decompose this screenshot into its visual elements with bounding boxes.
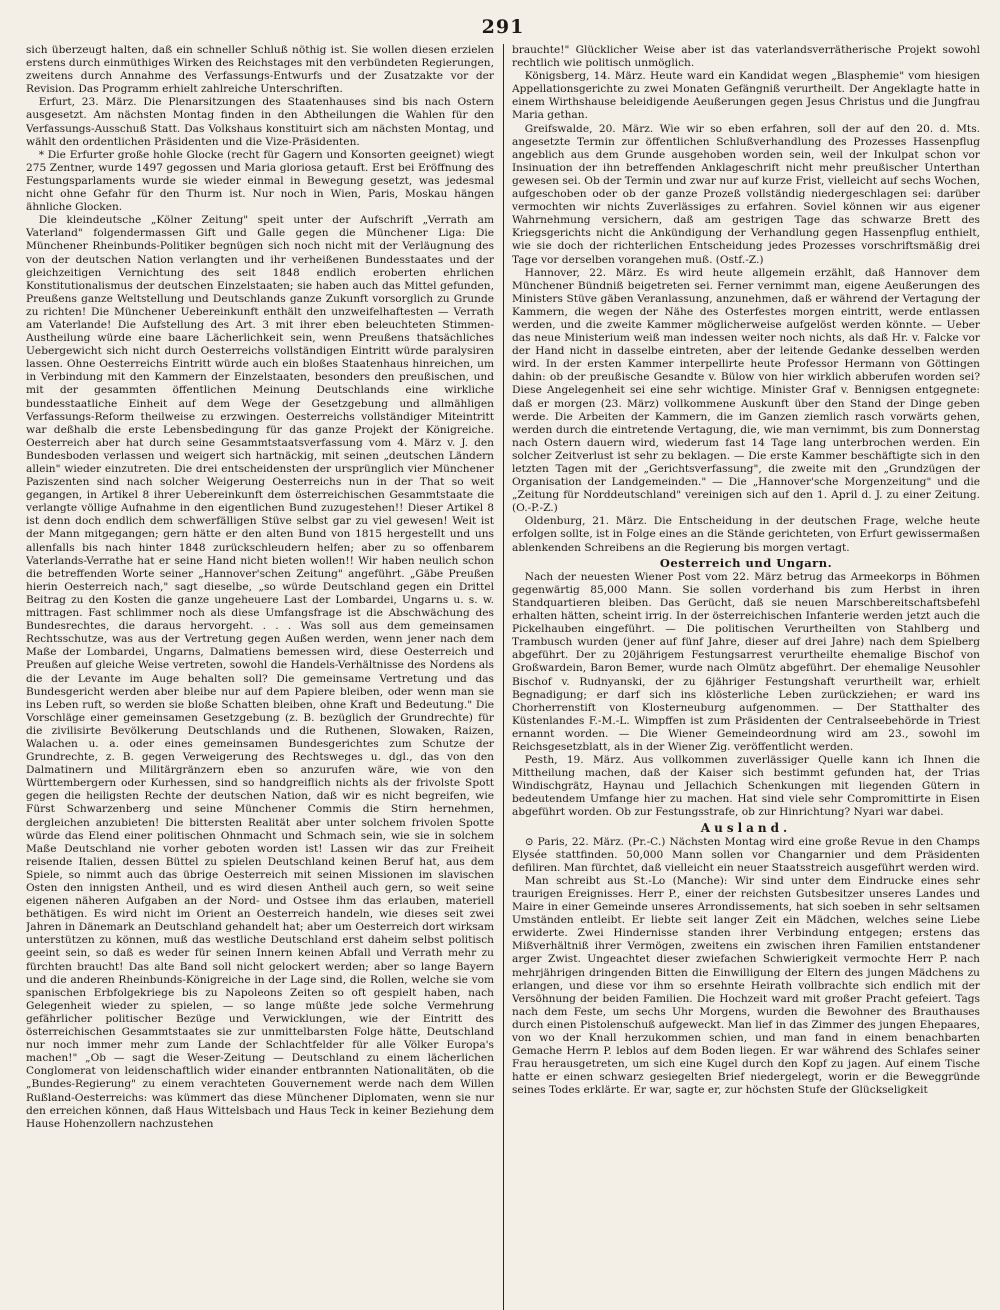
paragraph: Hannover, 22. März. Es wird heute allgemein erzählt, daß Hannover dem Münchener Bündniß beigetreten sei. Ferner vernimmt man, eigene Aeußerungen des Ministers Stüve gäben Veranlassung, anzunehmen, daß er während der Vertagung der Kammern, die wegen der Nähe des Osterfestes morgen eintritt, werde entlassen werden, und die zweite Kammer möglicherweise aufgelöst werden könnte. — Ueber das neue Ministerium weiß man indessen weiter noch nichts, als daß Hr. v. Falcke vor der Hand nicht in dasselbe eintreten, aber der leitende Gedanke desselben werden wird. In der ersten Kammer interpellirte heute Professor Hermann von Göttingen dahin: ob der preußische Gesandte v. Bülow von hier wirklich abberufen worden sei? Diese Angelegenheit sei eine sehr wichtige. Minister Graf v. Bennigsen entgegnete: daß er morgen (23. März) vollkommene Auskunft über den Stand der Dinge geben werde. Die Arbeiten der Kammern, die im Ganzen ziemlich rasch vorwärts gehen, werden durch die eintretende Vertagung, die, wie man vernimmt, bis zum Donnerstag nach Ostern dauern wird, wiederum fast 14 Tage lang unterbrochen werden. Ein solcher Zeitverlust ist sehr zu beklagen. — Die erste Kammer beschäftigte sich in den letzten Tagen mit der „Gerichtsverfassung", die zweite mit den „Grundzügen der Organisation der Landgemeinden." — Die „Hannover'sche Morgenzeitung" und die „Zeitung für Norddeutschland" vereinigen sich auf den 1. April d. J. zu einer Zeitung. (O.-P.-Z.) — [512, 266, 980, 515]
page-number: 291 — [481, 16, 525, 38]
paragraph: Pesth, 19. März. Aus vollkommen zuverlässiger Quelle kann ich Ihnen die Mittheilung machen, daß der Kaiser sich bestimmt gefunden hat, der Trias Windischgrätz, Haynau und Jellachich Schenkungen mit liegenden Gütern in bedeutendem Umfange hier zu machen. Hat sind viele sehr Compromittirte in Eisen abgeführt worden. Ob zur Festungsstrafe, ob zur Hinrichtung? Nyari war dabei. — [512, 754, 980, 819]
left-column — [26, 44, 494, 1310]
paragraph: Man schreibt aus St.-Lo (Manche): Wir sind unter dem Eindrucke eines sehr traurigen Ereignisses. Herr P., einer der reichsten Gutsbesitzer unseres Landes und Maire in einer Gemeinde unseres Arrondissements, hat sich soeben in sehr seltsamen Umständen entleibt. Er liebte seit langer Zeit ein Mädchen, welches seine Liebe erwiderte. Zwei Hindernisse standen ihrer Verbindung entgegen; erstens das Mißverhältniß ihrer Vermögen, zweitens ein zwischen ihren Familien entstandener arger Zwist. Ungeachtet dieser zwiefachen Schwierigkeit vermochte Herr P. nach mehrjährigen dringenden Bitten die Einwilligung der Eltern des jungen Mädchens zu erlangen, und diese vor ihm so ersehnte Heirath vollbrachte sich endlich mit der Versöhnung der beiden Familien. Die Hochzeit ward mit großer Pracht gefeiert. Tags nach dem Feste, um sechs Uhr Morgens, wurden die Bewohner des Brauthauses durch einen Pistolenschuß aufgeweckt. Man lief in das Zimmer des jungen Ehepaares, von wo der Knall herzukommen schien, und man fand in einem benachbarten Gemache Herrn P. leblos auf dem Boden liegen. Er war während des Schlafes seiner Frau herausgetreten, um sich eine Kugel durch den Kopf zu jagen. Auf einem Tische hatte er einen schwarz gesiegelten Brief niedergelegt, worin er die Beweggründe seines Todes erklärte. Er war, sagte er, zur höchsten Stufe der Glückseligkeit — [512, 874, 980, 1097]
section-heading: Oesterreich und Ungarn. — [659, 555, 833, 570]
column-divider — [503, 44, 504, 1310]
paragraph: Königsberg, 14. März. Heute ward ein Kandidat wegen „Blasphemie" vom hiesigen Appellationsgerichte zu zwei Monaten Gefängniß verurtheilt. Der Angeklagte hatte in einem Wirthshause beleidigende Aeußerungen gegen Jesus Christus und die Jungfrau Maria gethan. — [512, 70, 980, 122]
paragraph: Oldenburg, 21. März. Die Entscheidung in der deutschen Frage, welche heute erfolgen sollte, ist in Folge eines an die Stände gerichteten, von Erfurt gewissermaßen ablenkenden Schreibens an die Regierung bis morgen vertagt. — [512, 515, 980, 554]
paragraph: Greifswalde, 20. März. Wie wir so eben erfahren, soll der auf den 20. d. Mts. angesetzte Termin zur öffentlichen Schlußverhandlung des Prozesses Hassenpflug angeblich aus dem Grunde ausgehoben worden sein, weil der Inkulpat schon vor Insinuation der ihn betreffenden Anklageschrift nicht mehr preußischer Unterthan gewesen sei. Ob der Termin und zwar nur auf kurze Frist, vielleicht auf sechs Wochen, aufgeschoben oder ob der ganze Prozeß vollständig niedergeschlagen sei: darüber vermochten wir nichts Zuverlässiges zu erfahren. Soviel können wir aus eigener Wahrnehmung versichern, daß am gestrigen Tage das schwarze Brett des Kriegsgerichts nicht die Ankündigung der Verhandlung gegen Hassenpflug enthielt, wie sie doch der richterlichen Entscheidung jedes Prozesses vorschriftsmäßig drei Tage vor derselben vorangehen muß. (Ostf.-Z.) — [512, 122, 980, 266]
paragraph: Nach der neuesten Wiener Post vom 22. März betrug das Armeekorps in Böhmen gegenwärtig 85,000 Mann. Sie sollen vorderhand bis zum Herbst in ihren Standquartieren bleiben. Das Gerücht, daß sie neuen Marschbereitschaftsbefehl erhalten hätten, scheint irrig. In der österreichischen Infanterie werden jetzt auch die Pickelhauben eingeführt. — Die politischen Verurtheilten von Stahlberg und Trambusch wurden (jener auf fünf Jahre, dieser auf drei Jahre) nach dem Spielberg abgeführt. Der zu 20jährigem Festungsarrest verurtheilte ehemalige Bischof von Großwardein, Baron Bemer, wurde nach Olmütz abgeführt. Der ehemalige Neusohler Bischof v. Rudnyanski, der zu 6jähriger Festungshaft verurtheilt war, erhielt Begnadigung; er darf sich ins klösterliche Leben zurückziehen; er ward ins Chorherrenstift von Klosterneuburg aufgenommen. — Der Statthalter des Küstenlandes F.-M.-L. Wimpffen ist zum Präsidenten der Centralseebehörde in Triest ernannt worden. — Die Wiener Gemeindeordnung wird am 23., sowohl im Reichsgesetzblatt, als in der Wiener Zig. veröffentlicht werden. — [512, 570, 980, 753]
columns — [26, 44, 980, 1310]
paragraph: brauchte!" Glücklicher Weise aber ist das vaterlandsverrätherische Projekt sowohl rechtlich wie politisch unmöglich. — [512, 44, 980, 70]
paragraph: * Die Erfurter große hohle Glocke (recht für Gagern und Konsorten geeignet) wiegt 275 Zentner, wurde 1497 gegossen und Maria gloriosa getauft. Erst bei Eröffnung des Festungsparlaments wurde sie wieder einmal in Bewegung gesetzt, was jedesmal nicht ohne Gefahr für den Thurm ist. Nur noch in Wien, Paris, Moskau hängen ähnliche Glocken. — [26, 148, 494, 214]
right-column — [512, 44, 980, 1310]
paragraph: Erfurt, 23. März. Die Plenarsitzungen des Staatenhauses sind bis nach Ostern ausgesetzt. Am nächsten Montag finden in den Abtheilungen die Wahlen für den Verfassungs-Ausschuß Statt. Das Volkshaus konstituirt sich am nächsten Montag, und wählt den ordentlichen Präsidenten und die Vize-Präsidenten. — [26, 96, 494, 148]
paragraph: ⊙ Paris, 22. März. (Pr.-C.) Nächsten Montag wird eine große Revue in den Champs Elysée stattfinden. 50,000 Mann sollen vor Changarnier und dem Präsidenten defiliren. Man fürchtet, daß vielleicht ein neuer Staatsstreich ausgeführt werden wird. — [512, 835, 980, 874]
paragraph: Die kleindeutsche „Kölner Zeitung" speit unter der Aufschrift „Verrath am Vaterland" folgendermassen Gift und Galle gegen die Münchener Liga: Die Münchener Rheinbunds-Politiker begnügen sich noch nicht mit der Verläugnung des von der deutschen Nation verlangten und ihr verheißenen Bundesstaates und der gleichzeitigen Vernichtung des seit 1848 endlich eroberten ehrlichen Konstitutionalismus der deutschen Einzelstaaten; sie haben auch das Mittel gefunden, Preußens ganze Weltstellung und Deutschlands ganze Zukunft vorsorglich zu Grunde zu richten! Die Münchener Uebereinkunft enthält den unzweifelhaftesten — Verrath am Vaterlande! Die Aufstellung des Art. 3 mit ihrer eben beleuchteten Stimmen-Austheilung würde eine baare Lächerlichkeit sein, wenn Preußens thatsächliches Uebergewicht sich nicht durch Oesterreichs vollständigen Eintritt würde paralysiren lassen. Ohne Oesterreichs Eintritt würde auch ein bloßes Staatenhaus hinreichen, um in Verbindung mit den Kammern der Einzelstaaten, besonders den preußischen, und mit der gesammten öffentlichen Meinung Deutschlands eine wirkliche bundesstaatliche Einheit auf dem Wege der Gesetzgebung und allmähligen Verfassungs-Reform theilweise zu erzwingen. Oesterreichs vollständiger Miteintritt war deßhalb die erste Lebensbedingung für das ganze Projekt der Königreiche. Oesterreich aber hat durch seine Gesammtstaatsverfassung vom 4. März v. J. den Bundesboden verlassen und weigert sich hartnäckig, mit seinen „deutschen Ländern allein" wieder einzutreten. Die drei entscheidensten der ursprünglich vier Münchener Paziszenten sind nach solcher Weigerung Oesterreichs nun in der That so weit gegangen, in Artikel 8 ihrer Uebereinkunft dem österreichischen Gesammtstaate die verlangte völlige Aufnahme in den eigentlichen Bund zuzugestehen!! Dieser Artikel 8 ist denn doch endlich dem schwerfälligen Stüve selbst gar zu viel gewesen! Weit ist der Mann mitgegangen; gern hätte er den alten Bund von 1815 hergestellt und uns allenfalls bis nach hinter 1848 zurückschleudern helfen; aber zu so offenbarem Vaterlands-Verrathe hat er seine Hand nicht bieten wollen!! Wir haben neulich schon die betreffenden Worte seiner „Hannover'schen Zeitung" angeführt. „Gäbe Preußen hierin Oesterreich nach," sagt dieselbe, „so würde Deutschland gegen ein Drittel Beitrag zu den Kosten die ganze ungeheuere Last der Lombardei, Ungarns u. s. w. mittragen. Fast schlimmer noch als diese Umfangsfrage ist die Abschwächung des Bundesrechtes, die daraus hervorgeht. . . . Was soll aus dem gemeinsamen Rechtsschutze, was aus der Vertretung gegen Außen werden, wenn jener nach dem Maße der Lombardei, Ungarns, Dalmatiens bemessen wird, diese Oesterreich und Preußen auf gleiche Weise vertreten, sowohl die Handels-Verhältnisse des Nordens als die der Levante im Auge behalten soll? Die gemeinsame Vertretung und das Bundesgericht werden aber bleibe nur auf dem Papiere bleiben, oder wenn man sie ins Leben ruft, so werden sie bloße Schatten bleiben, ohne Kraft und Bedeutung." Die Vorschläge einer gemeinsamen Gesetzgebung (z. B. bezüglich der Grundrechte) für die zivilisirte Bevölkerung Deutschlands und die Ruthenen, Slowaken, Raizen, Walachen u. a. oder eines gemeinsamen Bundesgerichtes zum Schutze der Grundrechte, z. B. gegen Verweigerung des Rechtsweges u. dgl., das von den Dalmatinern und Militärgränzern eben so anzurufen wäre, wie von den Württembergern oder Kurhessen, sind so handgreiflich nichts als der frivolste Spott gegen die heiligsten Rechte der deutschen Nation, daß wir es nicht begreifen, wie Fürst Schwarzenberg und seine Münchener Commis die Stirn hernehmen, dergleichen anzubieten! Die bittersten Realität aber unter solchem frivolen Spotte würde das Elend einer politischen Ohnmacht und Schmach sein, wie sie in solchem Maße Deutschland nie vorher geboten worden ist! Lassen wir das zur Freiheit reisende Italien, dessen Büttel zu spielen Deutschland keinen Beruf hat, aus dem Spiele, so nimmt auch das übrige Oesterreich mit seinen Missionen im slavischen Osten den innigsten Antheil, und es wird diesen Antheil auch gern, so weit seine eigenen näheren Aufgaben an der Nord- und Ostsee ihm das erlauben, materiell bethätigen. Es wird nicht im Orient an Oesterreich handeln, wie dieses seit zwei Jahren in Dänemark an Deutschland gehandelt hat; aber um Oesterreich dort wirksam unterstützen zu können, muß das westliche Deutschland erst daheim selbst politisch geeint sein, so daß es weder für seinen Innern keinen Abfall und Verrath mehr zu fürchten braucht! Das alte Band soll nicht gelockert werden; aber so lange Bayern und die anderen Rheinbunds-Königreiche in der Lage sind, die Rollen, welche sie vom spanischen Erbfolgekriege bis zu Napoleons Zeiten so oft gespielt haben, nach Gelegenheit wieder zu spielen, — so lange müßte jede solche Vermehrung gefährlicher politischer Bezüge und Verwicklungen, wie der Eintritt des österreichischen Gesammtstaates sie zur unmittelbarsten Folge hätte, Deutschland nur noch immer mehr zum Lande der Schlachtfelder für alle Völker Europa's machen!" „Ob — sagt die Weser-Zeitung — Deutschland zu einem lächerlichen Conglomerat von leidenschaftlich wider einander entbrannten Nationalitäten, ob die „Bundes-Regierung" zu einem verachteten Gouvernement werde nach dem Willen Rußland-Oesterreichs: was kümmert das diese Münchener Diplomaten, wenn sie nur den erreichen können, daß Haus Wittelsbach und Haus Teck in keiner Beziehung dem Hause Hohenzollern nachzustehen — [26, 214, 494, 1130]
paragraph: sich überzeugt halten, daß ein schneller Schluß nöthig ist. Sie wollen diesen erzielen erstens durch einmüthiges Wirken des Reichstages mit den verbündeten Regierungen, zweitens durch Annahme des Verfassungs-Entwurfs und der Zusatzakte vor der Revision. Das Programm erhielt zahlreiche Unterschriften. — [26, 44, 494, 96]
section-heading: Ausland. — [700, 820, 792, 835]
